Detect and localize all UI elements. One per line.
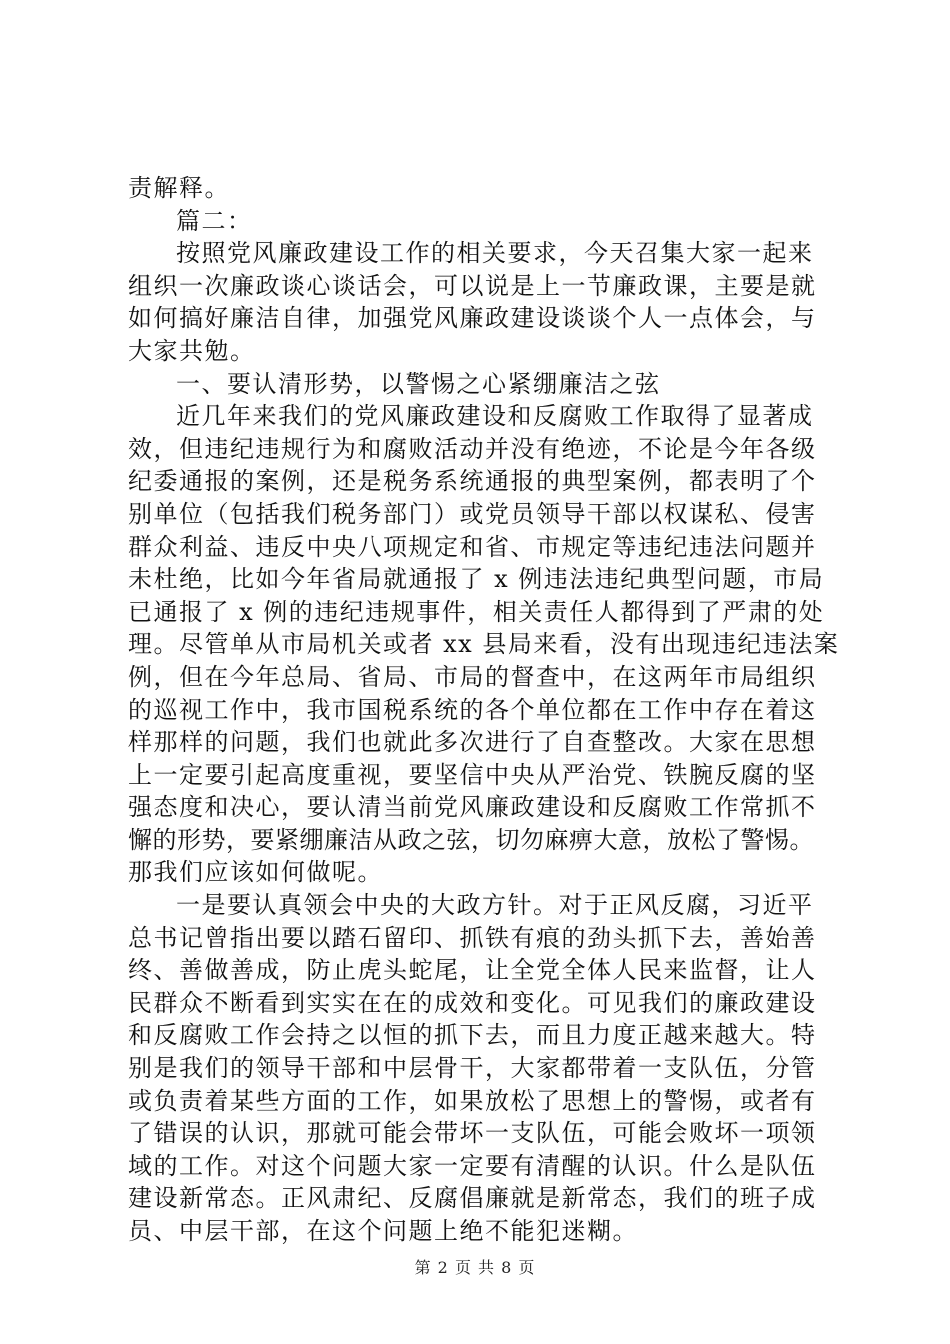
paragraph-start: 按照党风廉政建设工作的相关要求，今天召集大家一起来 xyxy=(176,239,814,268)
text-line: 域的工作。对这个问题大家一定要有清醒的认识。什么是队伍 xyxy=(128,1151,817,1180)
paragraph-start: 一是要认真领会中央的大政方针。对于正风反腐，习近平 xyxy=(176,891,814,920)
text-line: 的巡视工作中，我市国税系统的各个单位都在工作中存在着这 xyxy=(128,695,817,724)
text-line: 那我们应该如何做呢。 xyxy=(128,858,383,887)
text-line: 终、善做善成，防止虎头蛇尾，让全党全体人民来监督，让人 xyxy=(128,956,817,985)
text-line: 已通报了 x 例的违纪违规事件，相关责任人都得到了严肃的处 xyxy=(128,597,825,626)
text-line: 组织一次廉政谈心谈话会，可以说是上一节廉政课，主要是就 xyxy=(128,271,817,300)
text-line: 样那样的问题，我们也就此多次进行了自查整改。大家在思想 xyxy=(128,728,817,757)
text-line: 例，但在今年总局、省局、市局的督查中，在这两年市局组织 xyxy=(128,662,817,691)
text-line: 纪委通报的案例，还是税务系统通报的典型案例，都表明了个 xyxy=(128,467,817,496)
text-line: 效，但违纪违规行为和腐败活动并没有绝迹，不论是今年各级 xyxy=(128,434,817,463)
text-line: 懈的形势，要紧绷廉洁从政之弦，切勿麻痹大意，放松了警惕。 xyxy=(128,825,814,854)
text-line: 和反腐败工作会持之以恒的抓下去，而且力度正越来越大。特 xyxy=(128,1021,817,1050)
section-label: 篇二： xyxy=(176,206,253,235)
text-line: 员、中层干部，在这个问题上绝不能犯迷糊。 xyxy=(128,1217,638,1245)
text-line: 别是我们的领导干部和中层骨干，大家都带着一支队伍，分管 xyxy=(128,1054,817,1083)
text-line: 别单位（包括我们税务部门）或党员领导干部以权谋私、侵害 xyxy=(128,499,817,528)
text-line: 未杜绝，比如今年省局就通报了 x 例违法违纪典型问题，市局 xyxy=(128,565,825,594)
text-line: 如何搞好廉洁自律，加强党风廉政建设谈谈个人一点体会，与 xyxy=(128,304,817,333)
text-line: 了错误的认识，那就可能会带坏一支队伍，可能会败坏一项领 xyxy=(128,1119,817,1148)
text-line: 大家共勉。 xyxy=(128,336,256,365)
paragraph-start: 近几年来我们的党风廉政建设和反腐败工作取得了显著成 xyxy=(176,402,814,431)
section-heading: 一、要认清形势，以警惕之心紧绷廉洁之弦 xyxy=(176,369,661,398)
text-line: 上一定要引起高度重视，要坚信中央从严治党、铁腕反腐的坚 xyxy=(128,760,817,789)
text-line: 理。尽管单从市局机关或者 xx 县局来看，没有出现违纪违法案 xyxy=(128,630,840,659)
text-line: 民群众不断看到实实在在的成效和变化。可见我们的廉政建设 xyxy=(128,988,817,1017)
text-line: 总书记曾指出要以踏石留印、抓铁有痕的劲头抓下去，善始善 xyxy=(128,923,817,952)
text-line: 强态度和决心，要认清当前党风廉政建设和反腐败工作常抓不 xyxy=(128,793,817,822)
text-line: 建设新常态。正风肃纪、反腐倡廉就是新常态，我们的班子成 xyxy=(128,1184,817,1213)
page-number-footer: 第 2 页 共 8 页 xyxy=(414,1258,536,1277)
text-line: 群众利益、违反中央八项规定和省、市规定等违纪违法问题并 xyxy=(128,532,817,561)
document-body xyxy=(128,172,840,1248)
text-line: 或负责着某些方面的工作，如果放松了思想上的警惕，或者有 xyxy=(128,1086,817,1115)
text-line: 责解释。 xyxy=(128,174,230,202)
